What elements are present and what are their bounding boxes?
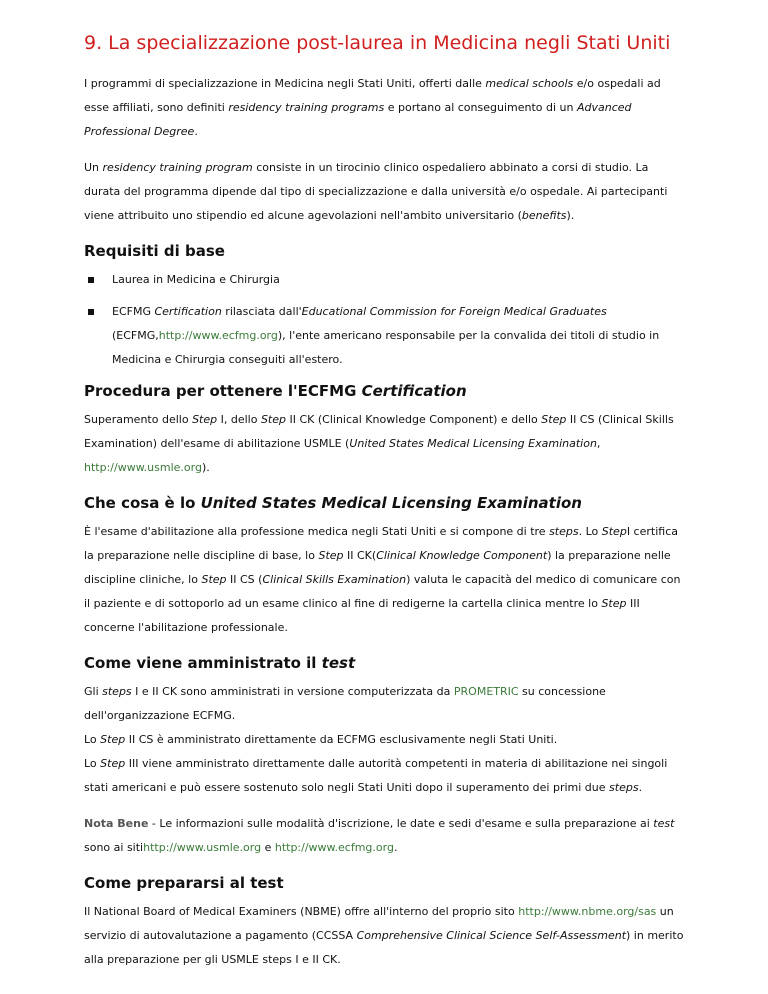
- text: Il National Board of Medical Examiners (NBME) offre all'interno del proprio sito: [84, 905, 519, 918]
- text: I programmi di specializzazione in Medicina negli Stati Uniti, offerti dalle: [84, 77, 486, 90]
- text: ) in merito alla preparazione per gli USMLE steps I e II CK.: [84, 929, 684, 966]
- nbme-link[interactable]: http://www.nbme.org/sas: [518, 905, 657, 918]
- text: Un: [84, 161, 103, 174]
- text: I, dello: [217, 413, 261, 426]
- requisiti-list: [84, 268, 684, 372]
- page-title: 9. La specializzazione post-laurea in Medicina negli Stati Uniti: [84, 32, 671, 54]
- text: II CK(: [343, 549, 377, 562]
- usmle-link[interactable]: http://www.usmle.org: [84, 461, 202, 474]
- italic-text: Educational Commission for Foreign Medical Graduates: [301, 305, 607, 318]
- text: . Lo: [578, 525, 602, 538]
- square-bullet-icon: [88, 309, 94, 315]
- heading-prepararsi: Come prepararsi al test: [84, 874, 284, 892]
- italic-text: Comprehensive Clinical Science Self-Assessment: [356, 929, 627, 942]
- heading-amministrato: [84, 652, 684, 674]
- italic-text: Certification: [361, 382, 467, 400]
- text: II CS (Clinical Skills Examination) dell'esame di abilitazione USMLE (: [84, 413, 674, 450]
- usmle-link[interactable]: http://www.usmle.org: [143, 841, 262, 854]
- italic-text: medical schools: [485, 77, 574, 90]
- text: - Le informazioni sulle modalità d'iscrizione, le date e sedi d'esame e sulla preparazione ai: [148, 817, 654, 830]
- text: ).: [566, 209, 575, 222]
- italic-text: steps: [102, 685, 132, 698]
- text: su concessione dell'organizzazione ECFMG.: [84, 685, 606, 722]
- text: consiste in un tirocinio clinico ospedaliero abbinato a corsi di studio. La durata del programma dipende dal tipo di specializzazione e dalla università e/o ospedale. Ai partecipanti viene attribuito uno stipendio ed alcune agevolazioni nell'ambito universitario (: [84, 161, 668, 222]
- italic-text: Step: [601, 525, 627, 538]
- italic-text: Advanced Professional Degree: [84, 101, 632, 138]
- text: II CK (Clinical Knowledge Component) e dello: [285, 413, 542, 426]
- text: ).: [201, 461, 210, 474]
- prometric-link[interactable]: PROMETRIC: [453, 685, 519, 698]
- text: ,: [596, 437, 601, 450]
- text: Superamento dello: [84, 413, 193, 426]
- list-item: [84, 268, 684, 292]
- text: e/o ospedali ad esse affiliati, sono definiti: [84, 77, 661, 114]
- text: III viene amministrato direttamente dalle autorità competenti in materia di abilitazione nei singoli stati americani e può essere sostenuto solo negli Stati Uniti dopo il superamento dei primi due: [84, 757, 668, 794]
- prepararsi-paragraph: [84, 900, 684, 972]
- text: rilasciata dall': [221, 305, 302, 318]
- usmle-paragraph: [84, 520, 684, 640]
- italic-text: Step: [100, 757, 126, 770]
- text: I certifica la preparazione nelle discipline di base, lo: [84, 525, 678, 562]
- italic-text: Step: [100, 733, 126, 746]
- text: III concerne l'abilitazione professionale.: [84, 597, 640, 634]
- amministrato-paragraph-2: [84, 728, 684, 752]
- text: ), l'ente americano responsabile per la convalida dei titoli di studio in Medicina e Chirurgia conseguiti all'estero.: [112, 329, 660, 366]
- text: sono ai siti: [84, 841, 144, 854]
- square-bullet-icon: [88, 277, 94, 283]
- intro-paragraph-2: [84, 156, 684, 228]
- amministrato-paragraph-1: [84, 680, 684, 728]
- heading-requisiti: Requisiti di base: [84, 242, 225, 260]
- text: e portano al conseguimento di un: [384, 101, 577, 114]
- nota-bene-paragraph: [84, 812, 684, 860]
- italic-text: Step: [601, 597, 627, 610]
- text: Lo: [84, 733, 101, 746]
- italic-text: residency training program: [102, 161, 253, 174]
- list-item: [84, 300, 684, 372]
- text: ECFMG: [112, 305, 155, 318]
- text: .: [393, 841, 398, 854]
- italic-text: Step: [318, 549, 344, 562]
- text: II CS (: [226, 573, 263, 586]
- heading-usmle: [84, 492, 684, 514]
- heading-procedura: [84, 380, 684, 402]
- text: Procedura per ottenere l'ECFMG: [84, 382, 362, 400]
- text: È l'esame d'abilitazione alla professione medica negli Stati Uniti e si compone di tre: [84, 525, 550, 538]
- text: (ECFMG,: [112, 329, 159, 342]
- text: ) la preparazione nelle discipline cliniche, lo: [84, 549, 671, 586]
- italic-text: residency training programs: [228, 101, 385, 114]
- text: Come viene amministrato il: [84, 654, 322, 672]
- text: e: [261, 841, 275, 854]
- amministrato-paragraph-3: [84, 752, 684, 800]
- text: Laurea in Medicina e Chirurgia: [112, 273, 280, 286]
- text: un servizio di autovalutazione a pagamento (CCSSA: [84, 905, 674, 942]
- intro-paragraph-1: [84, 72, 684, 144]
- procedura-paragraph: [84, 408, 684, 480]
- italic-text: test: [653, 817, 675, 830]
- italic-text: Step: [192, 413, 218, 426]
- text: ) valuta le capacità del medico di comunicare con il paziente e di sottoporlo ad un esame clinico al fine di redigerne la cartella clinica mentre lo: [84, 573, 681, 610]
- italic-text: Step: [541, 413, 567, 426]
- nota-bene-label: Nota Bene: [84, 817, 149, 830]
- ecfmg-link[interactable]: http://www.ecfmg.org: [158, 329, 278, 342]
- italic-text: United States Medical Licensing Examination: [349, 437, 597, 450]
- italic-text: United States Medical Licensing Examination: [200, 494, 582, 512]
- italic-text: Step: [201, 573, 227, 586]
- italic-text: Clinical Skills Examination: [262, 573, 407, 586]
- italic-text: benefits: [521, 209, 567, 222]
- ecfmg-link[interactable]: http://www.ecfmg.org: [274, 841, 394, 854]
- text: Gli: [84, 685, 103, 698]
- text: .: [194, 125, 198, 138]
- italic-text: test: [321, 654, 356, 672]
- text: Che cosa è lo: [84, 494, 201, 512]
- text: I e II CK sono amministrati in versione computerizzata da: [131, 685, 454, 698]
- italic-text: steps: [609, 781, 639, 794]
- italic-text: steps: [549, 525, 579, 538]
- text: II CS è amministrato direttamente da ECFMG esclusivamente negli Stati Uniti.: [125, 733, 558, 746]
- italic-text: Certification: [154, 305, 222, 318]
- italic-text: Clinical Knowledge Component: [376, 549, 548, 562]
- italic-text: Step: [260, 413, 286, 426]
- text: Lo: [84, 757, 101, 770]
- text: .: [638, 781, 643, 794]
